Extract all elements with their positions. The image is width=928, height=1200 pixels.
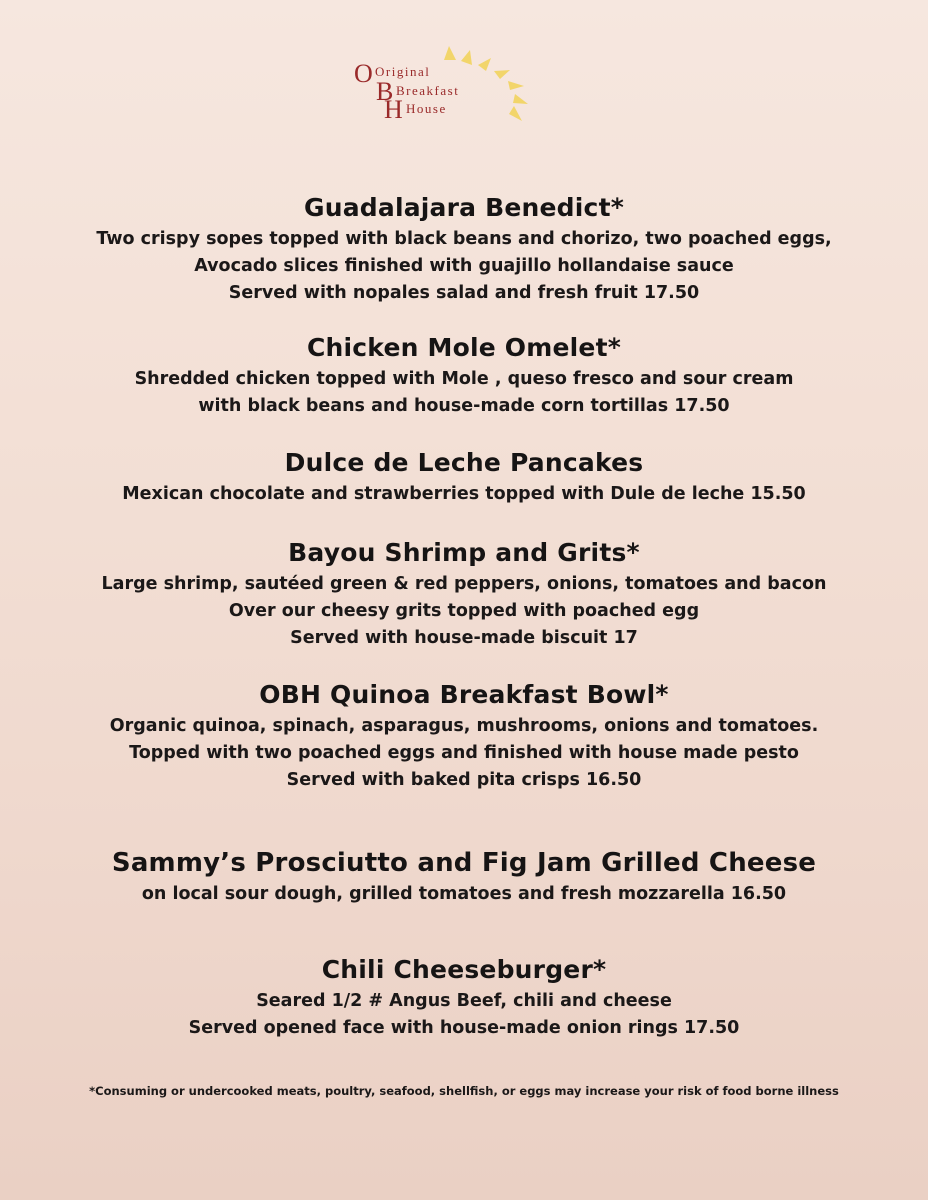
disclaimer-text: *Consuming or undercooked meats, poultry, seafood, shellfish, or eggs may increase your risk of food borne illness [89, 1084, 839, 1098]
item-description [0, 713, 928, 794]
item-desc-line: Over our cheesy grits topped with poached egg [228, 601, 700, 621]
item-title: Dulce de Leche Pancakes [284, 448, 644, 477]
item-desc-line: Topped with two poached eggs and finished with house made pesto [129, 743, 799, 763]
logo-initial-h: H [384, 95, 403, 124]
item-title: Guadalajara Benedict* [303, 193, 624, 222]
logo-word-original: Original [375, 64, 431, 79]
item-description [0, 366, 928, 420]
menu-item [0, 952, 928, 1042]
item-description [0, 481, 928, 508]
menu-item [0, 330, 928, 420]
item-desc-line: with black beans and house-made corn tortillas 17.50 [198, 396, 730, 416]
obh-logo [352, 46, 562, 126]
item-desc-line: Avocado slices finished with guajillo hollandaise sauce [194, 256, 734, 276]
item-desc-line: Shredded chicken topped with Mole , queso fresco and sour cream [134, 369, 794, 389]
menu-item [0, 535, 928, 652]
item-desc-line: Two crispy sopes topped with black beans and chorizo, two poached eggs, [96, 229, 832, 249]
item-desc-line: Seared 1/2 # Angus Beef, chili and cheese [256, 991, 672, 1011]
item-description [0, 881, 928, 908]
item-title: Chicken Mole Omelet* [306, 333, 622, 362]
item-desc-line: Large shrimp, sautéed green & red peppers, onions, tomatoes and bacon [101, 574, 827, 594]
item-title: Sammy’s Prosciutto and Fig Jam Grilled Cheese [111, 848, 817, 878]
food-safety-disclaimer [0, 1076, 928, 1106]
menu-item [0, 445, 928, 508]
item-desc-line: Served with nopales salad and fresh fruit 17.50 [228, 283, 700, 303]
menu-item [0, 190, 928, 307]
item-desc-line: on local sour dough, grilled tomatoes and fresh mozzarella 16.50 [141, 884, 787, 904]
menu-item [0, 845, 928, 908]
item-description [0, 988, 928, 1042]
item-description [0, 571, 928, 652]
item-title: Chili Cheeseburger* [321, 955, 607, 984]
logo-initial-o: O [354, 59, 373, 88]
item-title: OBH Quinoa Breakfast Bowl* [259, 680, 669, 709]
item-desc-line: Served with house-made biscuit 17 [290, 628, 638, 648]
menu-item [0, 677, 928, 794]
logo-initial-b: B [376, 77, 394, 106]
item-desc-line: Served with baked pita crisps 16.50 [286, 770, 642, 790]
item-desc-line: Mexican chocolate and strawberries topped with Dule de leche 15.50 [122, 484, 806, 504]
item-description [0, 226, 928, 307]
item-title: Bayou Shrimp and Grits* [288, 538, 640, 567]
item-desc-line: Served opened face with house-made onion rings 17.50 [188, 1018, 740, 1038]
logo-word-house: House [406, 101, 447, 116]
item-desc-line: Organic quinoa, spinach, asparagus, mushrooms, onions and tomatoes. [109, 716, 819, 736]
logo-word-breakfast: Breakfast [396, 83, 460, 98]
obh-logo-graphic [352, 46, 562, 126]
